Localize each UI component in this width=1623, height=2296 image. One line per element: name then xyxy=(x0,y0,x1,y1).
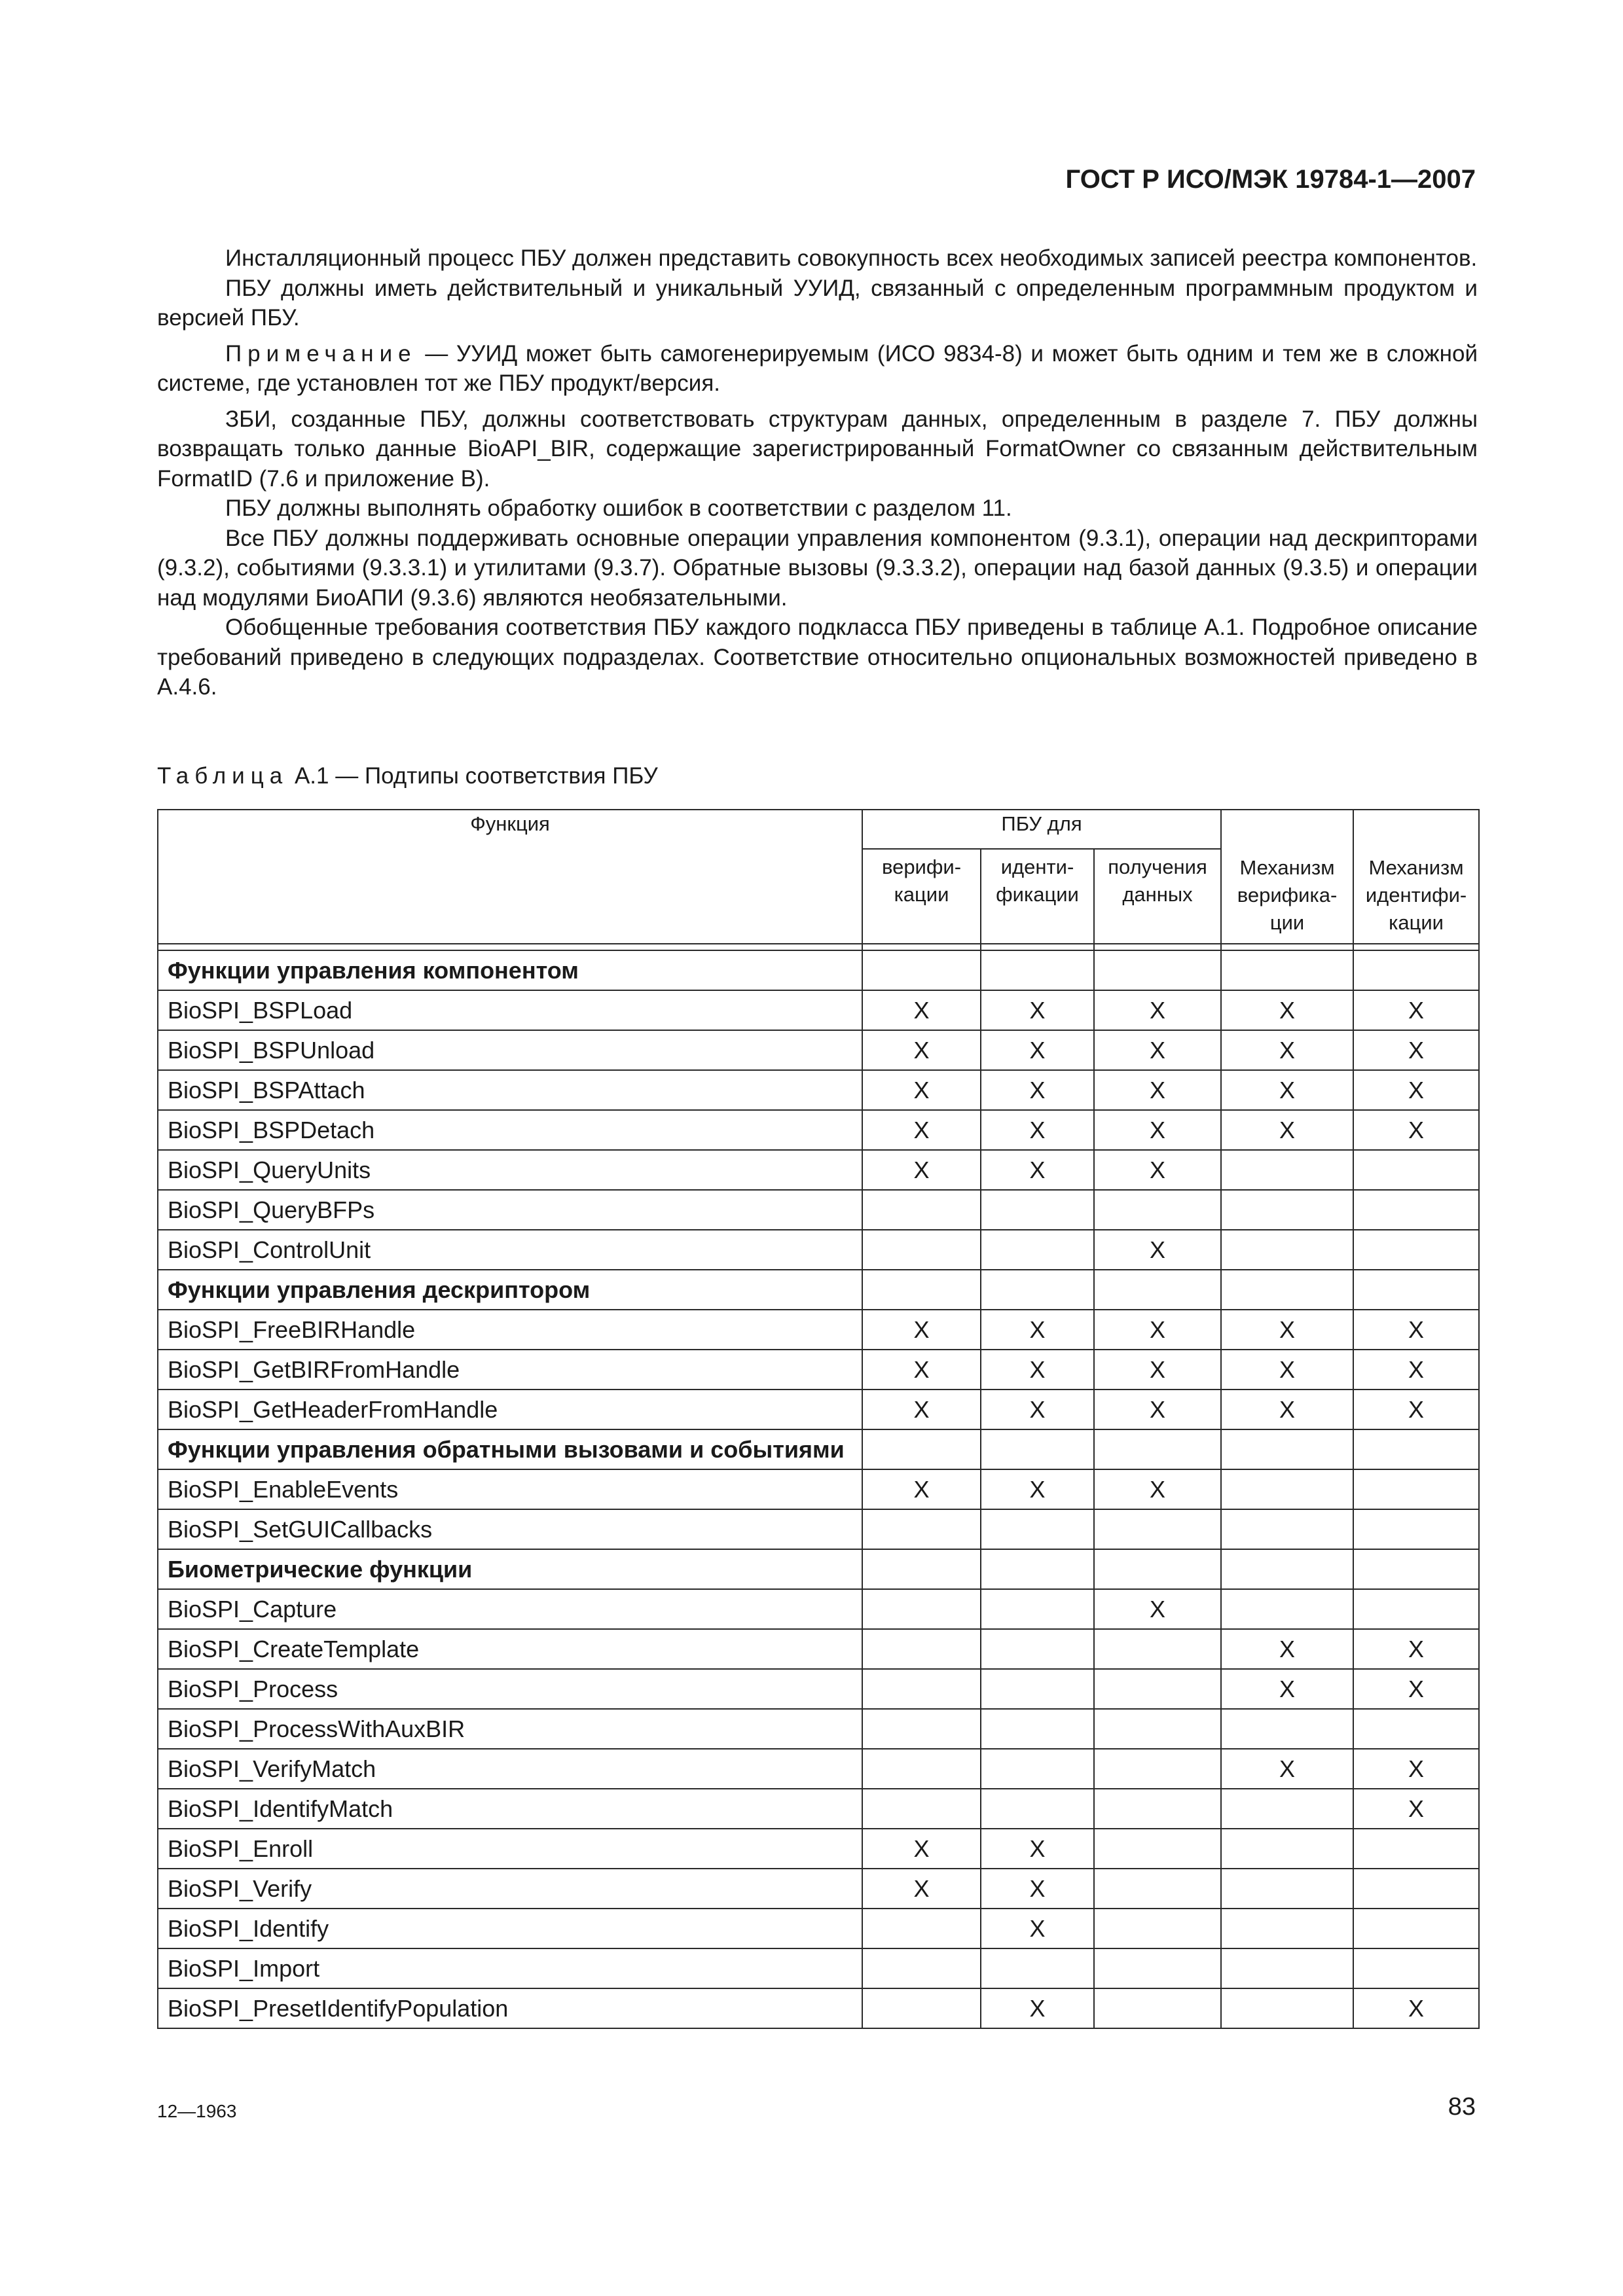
conformance-mark: X xyxy=(1094,1469,1221,1509)
function-name: BioSPI_VerifyMatch xyxy=(158,1749,862,1789)
conformance-mark: X xyxy=(1221,1629,1353,1669)
page-number: 83 xyxy=(1448,2093,1476,2121)
conformance-mark: X xyxy=(1353,1629,1479,1669)
conformance-mark: X xyxy=(1221,1350,1353,1390)
function-name: BioSPI_Import xyxy=(158,1948,862,1988)
function-name: BioSPI_BSPLoad xyxy=(158,990,862,1030)
table-row xyxy=(158,1629,1479,1669)
table-row xyxy=(158,1310,1479,1350)
conformance-mark: X xyxy=(1353,1350,1479,1390)
conformance-mark: X xyxy=(1094,1070,1221,1110)
conformance-mark xyxy=(862,1509,981,1549)
conformance-mark xyxy=(981,1789,1094,1829)
function-name: BioSPI_ProcessWithAuxBIR xyxy=(158,1709,862,1749)
conformance-mark: X xyxy=(862,1350,981,1390)
section-title: Функции управления дескриптором xyxy=(158,1270,862,1310)
conformance-mark: X xyxy=(981,1390,1094,1429)
table-row xyxy=(158,1669,1479,1709)
table-row xyxy=(158,1070,1479,1110)
conformance-mark xyxy=(981,1589,1094,1629)
conformance-mark xyxy=(862,1270,981,1310)
conformance-mark xyxy=(862,1669,981,1709)
conformance-mark: X xyxy=(862,1390,981,1429)
conformance-mark xyxy=(862,1789,981,1829)
body-text xyxy=(157,243,1478,702)
function-name: BioSPI_FreeBIRHandle xyxy=(158,1310,862,1350)
conformance-mark xyxy=(1353,1909,1479,1948)
table-row xyxy=(158,1190,1479,1230)
conformance-mark: X xyxy=(862,1070,981,1110)
conformance-mark xyxy=(1221,1948,1353,1988)
column-group-header: ПБУ для xyxy=(862,810,1221,849)
section-row xyxy=(158,950,1479,990)
note-text: — УУИД может быть самогенерируемым (ИСО 9834-8) и может быть одним и тем же в сложной системе, где установлен тот же ПБУ продукт/версия. xyxy=(157,340,1478,396)
conformance-mark xyxy=(1353,1829,1479,1869)
conformance-mark xyxy=(1094,1789,1221,1829)
conformance-mark xyxy=(1094,1669,1221,1709)
conformance-mark xyxy=(981,1230,1094,1270)
table-row xyxy=(158,1390,1479,1429)
conformance-mark xyxy=(1221,1150,1353,1190)
column-header xyxy=(981,849,1094,944)
conformance-mark xyxy=(1353,1589,1479,1629)
function-name: BioSPI_QueryBFPs xyxy=(158,1190,862,1230)
function-name: BioSPI_EnableEvents xyxy=(158,1469,862,1509)
function-name: BioSPI_Verify xyxy=(158,1869,862,1909)
conformance-mark xyxy=(981,1549,1094,1589)
function-name: BioSPI_Enroll xyxy=(158,1829,862,1869)
conformance-mark xyxy=(1094,1190,1221,1230)
table-row xyxy=(158,1589,1479,1629)
conformance-mark: X xyxy=(1221,1749,1353,1789)
conformance-mark: X xyxy=(981,1030,1094,1070)
conformance-mark: X xyxy=(1221,1669,1353,1709)
conformance-mark xyxy=(1094,950,1221,990)
conformance-mark xyxy=(1094,1429,1221,1469)
function-name: BioSPI_GetBIRFromHandle xyxy=(158,1350,862,1390)
conformance-mark: X xyxy=(981,1110,1094,1150)
conformance-mark xyxy=(862,1988,981,2028)
conformance-mark xyxy=(981,1948,1094,1988)
table-row xyxy=(158,1909,1479,1948)
conformance-mark: X xyxy=(862,990,981,1030)
conformance-mark xyxy=(981,1190,1094,1230)
table-row xyxy=(158,990,1479,1030)
conformance-mark: X xyxy=(862,1310,981,1350)
section-row xyxy=(158,1270,1479,1310)
column-header xyxy=(1221,810,1353,944)
conformance-mark xyxy=(1094,1509,1221,1549)
conformance-mark xyxy=(981,1709,1094,1749)
conformance-mark xyxy=(862,1190,981,1230)
conformance-mark xyxy=(1353,1429,1479,1469)
conformance-mark xyxy=(1353,950,1479,990)
function-name: BioSPI_BSPUnload xyxy=(158,1030,862,1070)
table-row xyxy=(158,1110,1479,1150)
conformance-mark: X xyxy=(981,1869,1094,1909)
table-body xyxy=(158,950,1479,2028)
conformance-mark xyxy=(862,1749,981,1789)
conformance-mark xyxy=(1221,1270,1353,1310)
conformance-mark: X xyxy=(1221,1070,1353,1110)
conformance-mark: X xyxy=(981,990,1094,1030)
section-title: Функции управления компонентом xyxy=(158,950,862,990)
conformance-mark: X xyxy=(981,1150,1094,1190)
document-header: ГОСТ Р ИСО/МЭК 19784-1—2007 xyxy=(1065,165,1476,194)
table-caption-label: Таблица xyxy=(157,763,289,789)
conformance-mark xyxy=(1221,1190,1353,1230)
conformance-mark: X xyxy=(1353,990,1479,1030)
conformance-mark: X xyxy=(1094,990,1221,1030)
conformance-mark xyxy=(1221,1589,1353,1629)
function-name: BioSPI_Identify xyxy=(158,1909,862,1948)
conformance-mark xyxy=(1094,1549,1221,1589)
conformance-mark: X xyxy=(981,1988,1094,2028)
conformance-mark xyxy=(981,1429,1094,1469)
conformance-mark xyxy=(1221,950,1353,990)
conformance-mark: X xyxy=(1353,1110,1479,1150)
paragraph: Инсталляционный процесс ПБУ должен представить совокупность всех необходимых записей реестра компонентов. xyxy=(225,245,1478,271)
conformance-mark: X xyxy=(1221,1030,1353,1070)
note-label: Примечание xyxy=(225,340,417,367)
column-header-function: Функция xyxy=(158,810,862,944)
section-title: Биометрические функции xyxy=(158,1549,862,1589)
conformance-mark: X xyxy=(1094,1030,1221,1070)
function-name: BioSPI_Capture xyxy=(158,1589,862,1629)
conformance-mark: X xyxy=(1353,1310,1479,1350)
conformance-mark: X xyxy=(862,1110,981,1150)
conformance-mark xyxy=(981,1749,1094,1789)
conformance-mark xyxy=(1221,1869,1353,1909)
column-header-label: Механизм верифика- ции xyxy=(1237,856,1338,934)
conformance-mark: X xyxy=(981,1350,1094,1390)
column-header xyxy=(862,849,981,944)
conformance-mark xyxy=(1353,1869,1479,1909)
conformance-mark: X xyxy=(1094,1589,1221,1629)
conformance-mark xyxy=(981,950,1094,990)
conformance-table xyxy=(157,809,1480,2029)
conformance-mark: X xyxy=(1221,1310,1353,1350)
conformance-mark: X xyxy=(862,1469,981,1509)
function-name: BioSPI_PresetIdentifyPopulation xyxy=(158,1988,862,2028)
column-header-label: Механизм идентифи- кации xyxy=(1365,856,1467,934)
conformance-mark: X xyxy=(1221,1390,1353,1429)
function-name: BioSPI_SetGUICallbacks xyxy=(158,1509,862,1549)
conformance-mark: X xyxy=(1094,1310,1221,1350)
function-name: BioSPI_QueryUnits xyxy=(158,1150,862,1190)
conformance-mark: X xyxy=(981,1829,1094,1869)
header-separator-row xyxy=(158,944,1479,950)
conformance-mark xyxy=(1353,1190,1479,1230)
conformance-mark xyxy=(1221,1988,1353,2028)
conformance-mark xyxy=(862,1429,981,1469)
conformance-mark xyxy=(1094,1988,1221,2028)
column-header xyxy=(1094,849,1221,944)
conformance-mark: X xyxy=(1094,1390,1221,1429)
conformance-mark xyxy=(862,950,981,990)
table-row xyxy=(158,1509,1479,1549)
table-row xyxy=(158,1948,1479,1988)
section-row xyxy=(158,1549,1479,1589)
table-row xyxy=(158,1789,1479,1829)
conformance-mark: X xyxy=(1353,1988,1479,2028)
paragraph: Все ПБУ должны поддерживать основные операции управления компонентом (9.3.1), операции над дескрипторами (9.3.2), событиями (9.3.3.1) и утилитами (9.3.7). Обратные вызовы (9.3.3.2), операции над базой данных (9.3.5) и операции над модулями БиоАПИ (9.3.6) являются необязательными. xyxy=(157,525,1478,611)
print-code: 12—1963 xyxy=(157,2101,237,2121)
conformance-mark: X xyxy=(1221,1110,1353,1150)
table-row xyxy=(158,1709,1479,1749)
function-name: BioSPI_ControlUnit xyxy=(158,1230,862,1270)
conformance-mark: X xyxy=(981,1909,1094,1948)
column-header-label: верифи- кации xyxy=(881,855,962,906)
conformance-mark xyxy=(1353,1948,1479,1988)
conformance-mark: X xyxy=(1353,1030,1479,1070)
table-row xyxy=(158,1749,1479,1789)
function-name: BioSPI_Process xyxy=(158,1669,862,1709)
conformance-mark xyxy=(1094,1709,1221,1749)
conformance-mark: X xyxy=(1353,1749,1479,1789)
conformance-mark xyxy=(1094,1829,1221,1869)
conformance-mark xyxy=(1353,1509,1479,1549)
conformance-mark xyxy=(1221,1709,1353,1749)
note xyxy=(157,339,1478,399)
function-name: BioSPI_GetHeaderFromHandle xyxy=(158,1390,862,1429)
paragraph: ЗБИ, созданные ПБУ, должны соответствовать структурам данных, определенным в разделе 7. ПБУ должны возвращать только данные BioAPI_BIR, содержащие зарегистрированный FormatOwner со связанным действительным FormatID (7.6 и приложение В). xyxy=(157,406,1478,492)
column-header xyxy=(1353,810,1479,944)
conformance-mark xyxy=(1094,1909,1221,1948)
conformance-mark: X xyxy=(1221,990,1353,1030)
table-row xyxy=(158,1869,1479,1909)
conformance-mark xyxy=(862,1230,981,1270)
conformance-mark xyxy=(862,1948,981,1988)
conformance-mark xyxy=(1094,1948,1221,1988)
conformance-mark: X xyxy=(1353,1789,1479,1829)
section-title: Функции управления обратными вызовами и событиями xyxy=(158,1429,862,1469)
function-name: BioSPI_BSPDetach xyxy=(158,1110,862,1150)
conformance-mark xyxy=(981,1669,1094,1709)
column-header-label: получения данных xyxy=(1108,855,1207,906)
conformance-mark xyxy=(1353,1270,1479,1310)
function-name: BioSPI_IdentifyMatch xyxy=(158,1789,862,1829)
conformance-mark xyxy=(862,1709,981,1749)
conformance-mark: X xyxy=(1094,1350,1221,1390)
conformance-mark xyxy=(1221,1789,1353,1829)
conformance-mark xyxy=(862,1549,981,1589)
conformance-mark xyxy=(981,1270,1094,1310)
paragraph: Обобщенные требования соответствия ПБУ каждого подкласса ПБУ приведены в таблице А.1. Подробное описание требований приведено в следующих подразделах. Соответствие относительно опциональных возможностей приведено в А.4.6. xyxy=(157,615,1478,700)
conformance-mark: X xyxy=(1094,1230,1221,1270)
table-caption-text: А.1 — Подтипы соответствия ПБУ xyxy=(288,763,658,789)
conformance-mark: X xyxy=(1094,1150,1221,1190)
conformance-mark xyxy=(1221,1909,1353,1948)
conformance-mark xyxy=(981,1629,1094,1669)
conformance-mark xyxy=(1094,1270,1221,1310)
conformance-mark: X xyxy=(862,1869,981,1909)
function-name: BioSPI_CreateTemplate xyxy=(158,1629,862,1669)
conformance-mark: X xyxy=(862,1030,981,1070)
conformance-mark xyxy=(1353,1150,1479,1190)
function-name: BioSPI_BSPAttach xyxy=(158,1070,862,1110)
conformance-mark xyxy=(1221,1230,1353,1270)
paragraph: ПБУ должны иметь действительный и уникальный УУИД, связанный с определенным программным продуктом и версией ПБУ. xyxy=(157,275,1478,331)
conformance-mark xyxy=(862,1589,981,1629)
paragraph: ПБУ должны выполнять обработку ошибок в соответствии с разделом 11. xyxy=(225,495,1012,521)
conformance-mark xyxy=(1221,1509,1353,1549)
conformance-mark xyxy=(1221,1469,1353,1509)
table-row xyxy=(158,1350,1479,1390)
conformance-mark xyxy=(1353,1549,1479,1589)
table-row xyxy=(158,1829,1479,1869)
table-row xyxy=(158,1230,1479,1270)
conformance-mark: X xyxy=(981,1469,1094,1509)
conformance-mark xyxy=(862,1909,981,1948)
conformance-mark xyxy=(1221,1549,1353,1589)
conformance-mark: X xyxy=(862,1150,981,1190)
table-row xyxy=(158,1030,1479,1070)
table-row xyxy=(158,1988,1479,2028)
table-row xyxy=(158,1469,1479,1509)
column-header-label: иденти- фикации xyxy=(996,855,1079,906)
conformance-mark: X xyxy=(1094,1110,1221,1150)
conformance-mark xyxy=(1353,1230,1479,1270)
conformance-mark xyxy=(981,1509,1094,1549)
conformance-mark xyxy=(1221,1429,1353,1469)
conformance-mark: X xyxy=(981,1310,1094,1350)
conformance-mark xyxy=(1094,1749,1221,1789)
conformance-mark xyxy=(1221,1829,1353,1869)
table-caption xyxy=(157,763,658,789)
conformance-mark: X xyxy=(1353,1669,1479,1709)
conformance-mark xyxy=(1094,1869,1221,1909)
section-row xyxy=(158,1429,1479,1469)
conformance-mark: X xyxy=(862,1829,981,1869)
conformance-mark xyxy=(1353,1469,1479,1509)
conformance-mark: X xyxy=(981,1070,1094,1110)
table-row xyxy=(158,1150,1479,1190)
conformance-mark: X xyxy=(1353,1390,1479,1429)
conformance-mark xyxy=(1353,1709,1479,1749)
conformance-mark xyxy=(1094,1629,1221,1669)
conformance-mark xyxy=(862,1629,981,1669)
conformance-mark: X xyxy=(1353,1070,1479,1110)
